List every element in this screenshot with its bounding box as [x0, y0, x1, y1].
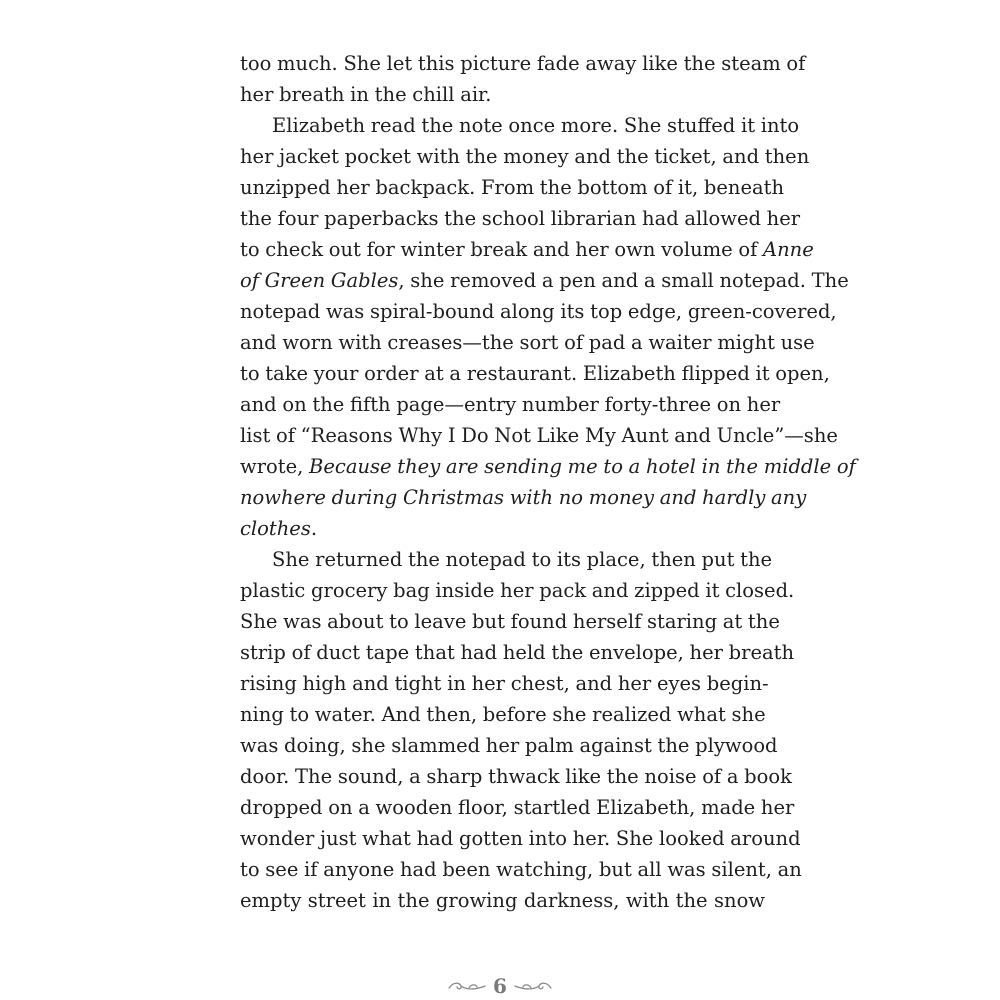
- text-line: [240, 606, 780, 637]
- paragraph: [240, 544, 802, 916]
- paragraph: [240, 110, 856, 544]
- text-run: to check out for winter break and her own volume of: [240, 238, 764, 261]
- scroll-flourish-right-icon: [513, 979, 553, 993]
- text-line: [240, 730, 778, 761]
- text-run: to see if anyone had been watching, but all was silent, an: [240, 858, 802, 881]
- page-footer: [0, 972, 1000, 1000]
- text-run: , she removed a pen and a small notepad. The: [398, 269, 849, 292]
- text-run: plastic grocery bag inside her pack and zipped it closed.: [240, 579, 795, 602]
- text-run: and worn with creases—the sort of pad a waiter might use: [240, 331, 815, 354]
- text-line: [240, 544, 773, 575]
- italic-text-run: nowhere during Christmas with no money and hardly any: [240, 486, 807, 509]
- text-line: [240, 513, 765, 544]
- text-run: too much. She let this picture fade away like the steam of: [240, 52, 806, 75]
- text-run: and on the fifth page—entry number forty-three on her: [240, 393, 781, 416]
- text-line: [240, 265, 849, 296]
- text-line: [240, 203, 801, 234]
- text-run: to take your order at a restaurant. Elizabeth flipped it open,: [240, 362, 830, 385]
- text-line: [240, 358, 830, 389]
- text-line: [240, 451, 856, 482]
- text-line: [240, 482, 807, 513]
- text-line: [240, 420, 838, 451]
- text-line: [240, 885, 765, 916]
- text-run: her breath in the chill air.: [240, 83, 492, 106]
- text-line: [240, 110, 800, 141]
- text-line: [240, 234, 814, 265]
- text-line: [240, 48, 806, 79]
- text-run: wonder just what had gotten into her. She looked around: [240, 827, 801, 850]
- text-line: [240, 668, 769, 699]
- text-run: notepad was spiral-bound along its top edge, green-covered,: [240, 300, 837, 323]
- text-line: [240, 637, 795, 668]
- text-line: [240, 854, 802, 885]
- paragraph: [240, 48, 806, 110]
- text-line: [240, 761, 792, 792]
- text-run: dropped on a wooden floor, startled Elizabeth, made her: [240, 796, 795, 819]
- italic-text-run: clothes: [240, 517, 311, 540]
- text-run: She was about to leave but found herself staring at the: [240, 610, 780, 633]
- text-run: empty street in the growing darkness, with the snow: [240, 889, 765, 912]
- text-line: [240, 575, 795, 606]
- text-line: [240, 296, 837, 327]
- text-run: was doing, she slammed her palm against the plywood: [240, 734, 778, 757]
- page-number: 6: [493, 974, 507, 998]
- text-line: [240, 79, 765, 110]
- italic-text-run: Because they are sending me to a hotel in the middle of: [309, 455, 856, 478]
- text-run: door. The sound, a sharp thwack like the noise of a book: [240, 765, 792, 788]
- text-run: ning to water. And then, before she realized what she: [240, 703, 766, 726]
- text-line: [240, 172, 785, 203]
- text-run: strip of duct tape that had held the envelope, her breath: [240, 641, 795, 664]
- text-run: her jacket pocket with the money and the ticket, and then: [240, 145, 810, 168]
- italic-text-run: Anne: [763, 238, 814, 261]
- text-line: [240, 389, 781, 420]
- text-line: [240, 699, 765, 730]
- text-run: rising high and tight in her chest, and her eyes begin-: [240, 672, 769, 695]
- text-line: [240, 327, 815, 358]
- body-text: [240, 48, 856, 916]
- text-run: Elizabeth read the note once more. She stuffed it into: [272, 114, 800, 137]
- scroll-flourish-left-icon: [447, 979, 487, 993]
- text-run: the four paperbacks the school librarian had allowed her: [240, 207, 801, 230]
- text-line: [240, 823, 801, 854]
- text-line: [240, 792, 795, 823]
- text-run: unzipped her backpack. From the bottom of it, beneath: [240, 176, 785, 199]
- italic-text-run: of Green Gables: [240, 269, 399, 292]
- text-run: wrote,: [240, 455, 310, 478]
- text-run: .: [310, 517, 318, 540]
- text-run: She returned the notepad to its place, then put the: [272, 548, 773, 571]
- text-line: [240, 141, 810, 172]
- text-run: list of “Reasons Why I Do Not Like My Aunt and Uncle”—she: [240, 424, 838, 447]
